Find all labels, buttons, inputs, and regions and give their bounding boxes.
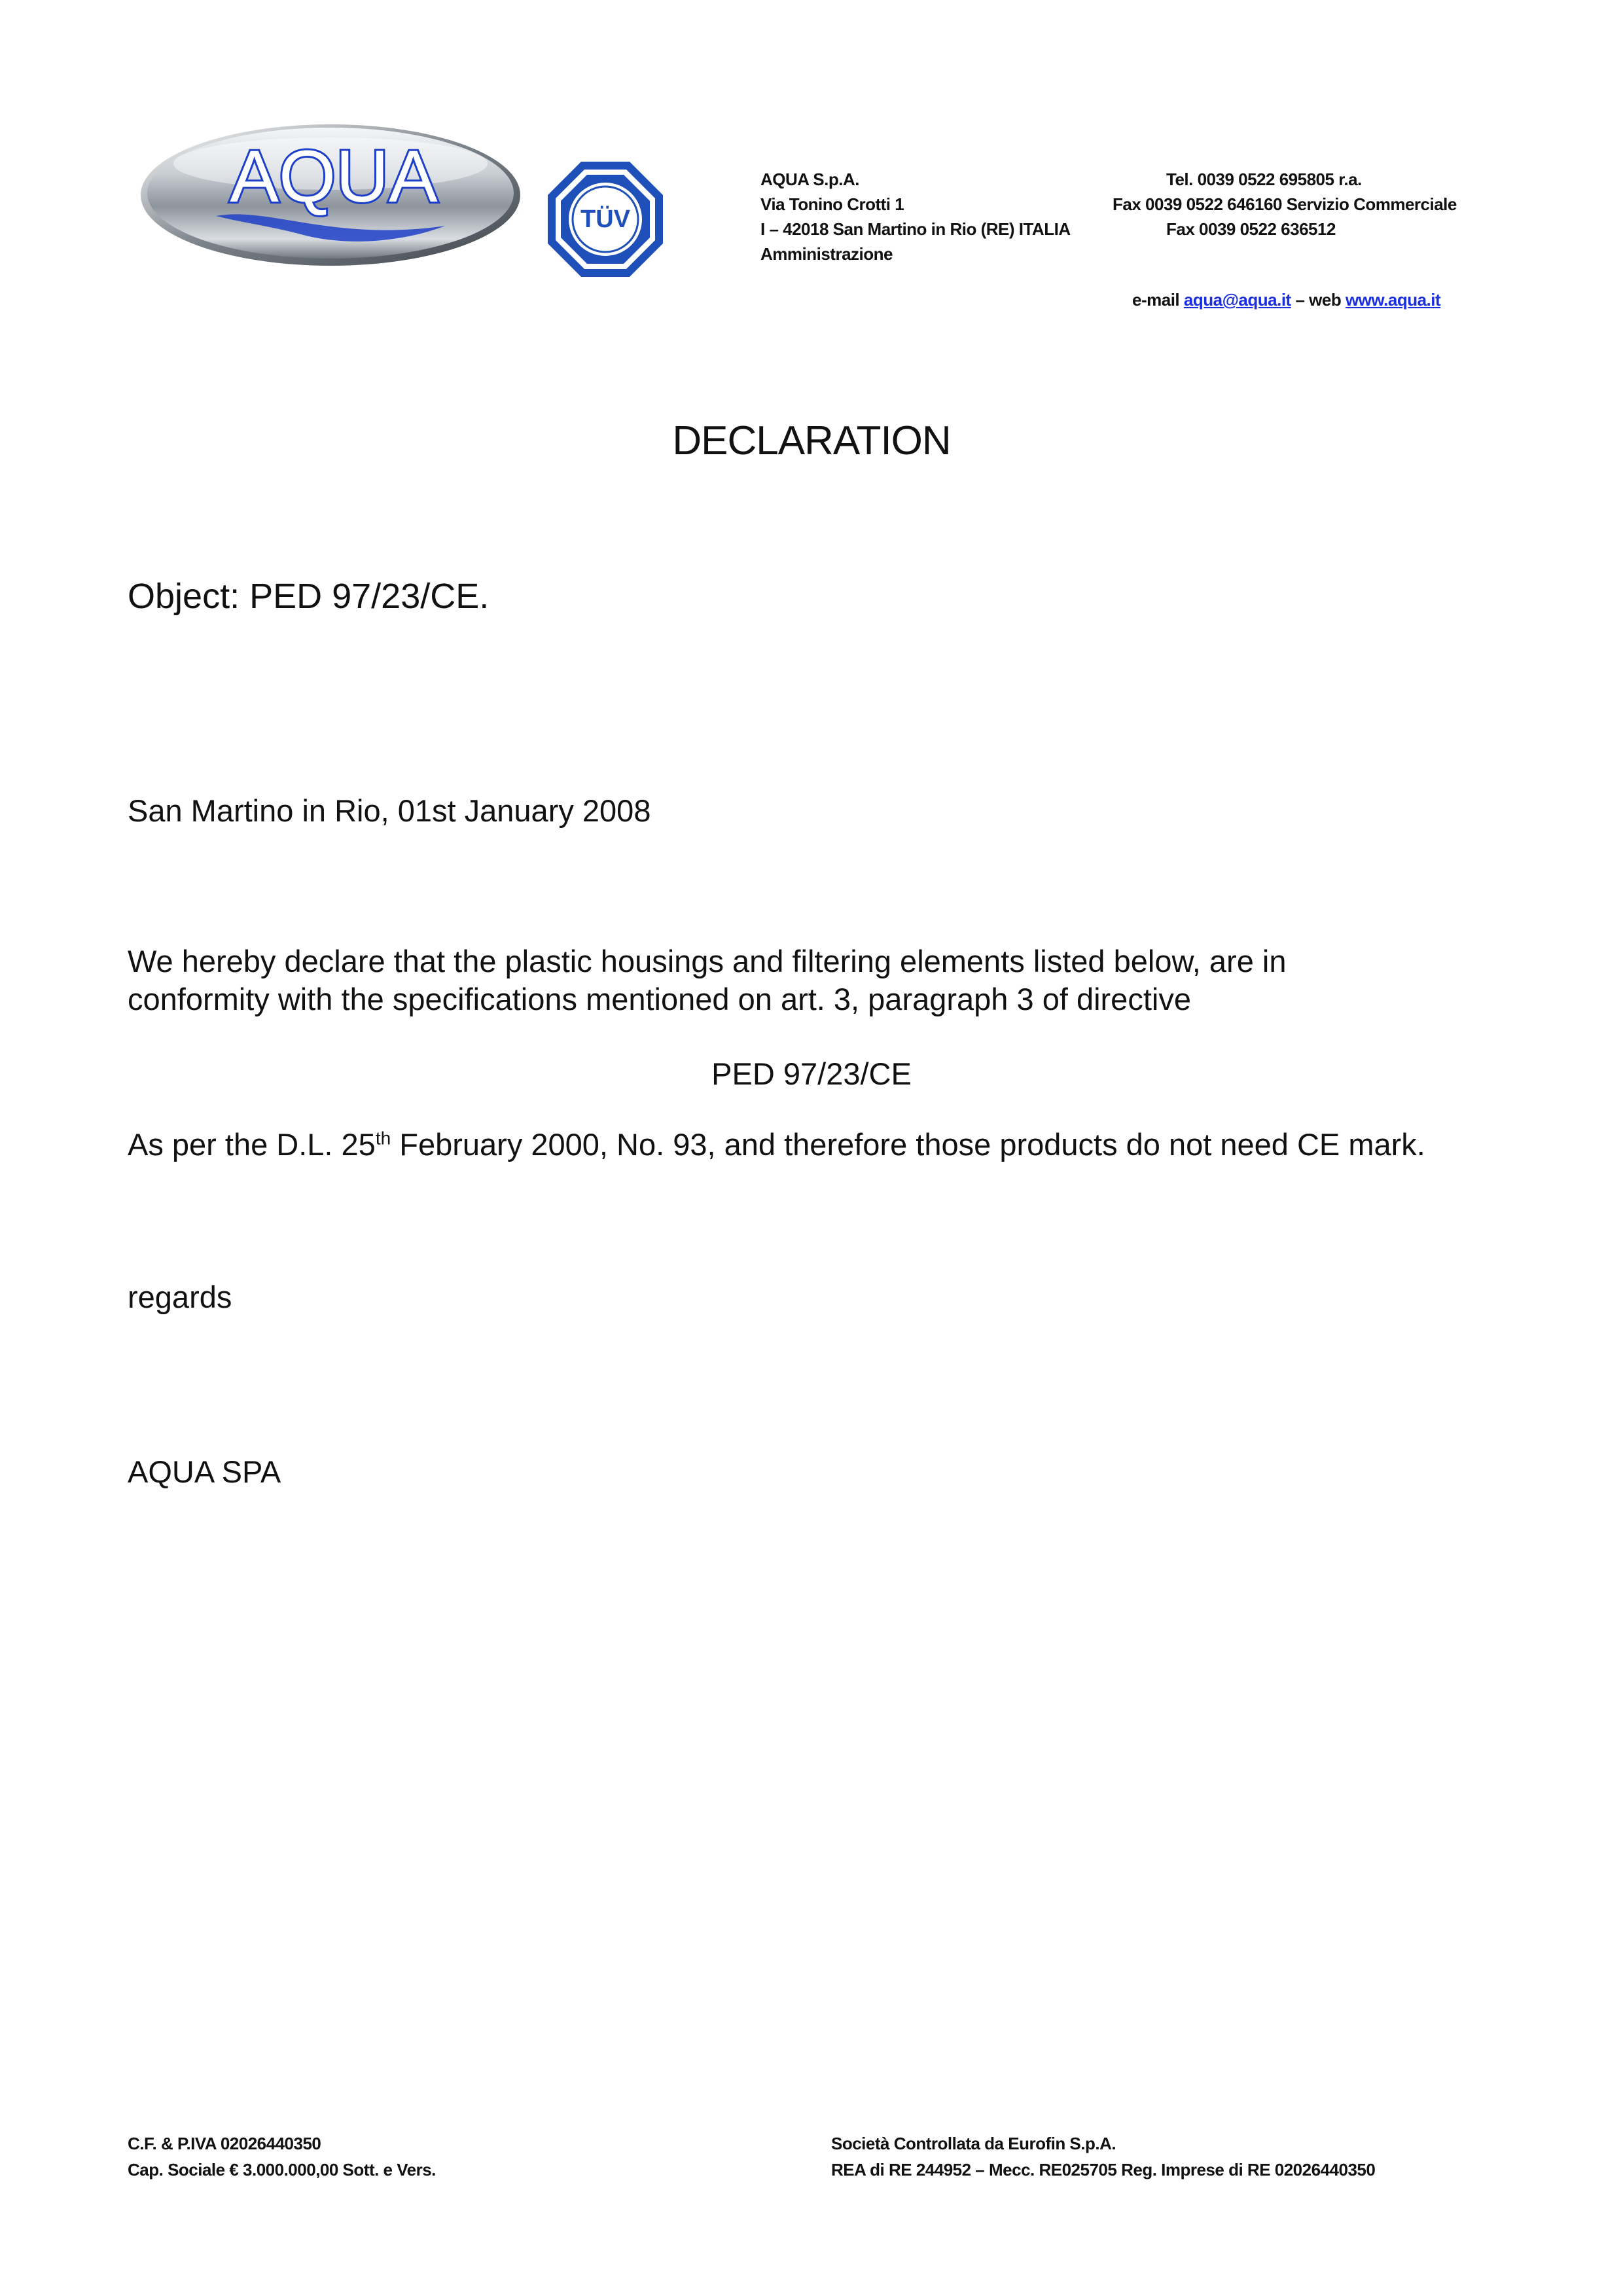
telephone: Tel. 0039 0522 695805 r.a. — [1166, 170, 1362, 189]
department: Amministrazione — [760, 244, 893, 264]
vat-number: C.F. & P.IVA 02026440350 — [128, 2134, 321, 2153]
legal-reference — [128, 1126, 1425, 1164]
city-address: I – 42018 San Martino in Rio (RE) ITALIA — [760, 219, 1071, 239]
declaration-paragraph — [128, 942, 1287, 1018]
website-link[interactable]: www.aqua.it — [1345, 290, 1441, 310]
document-title: DECLARATION — [672, 418, 951, 463]
tuv-certification-badge — [546, 160, 664, 278]
tuv-text: TÜV — [580, 206, 630, 233]
paragraph-line-2: conformity with the specifications mentioned on art. 3, paragraph 3 of directive — [128, 982, 1191, 1016]
logo-text: AQUA — [230, 135, 438, 217]
paragraph-line-1: We hereby declare that the plastic housings and filtering elements listed below, are in — [128, 944, 1287, 978]
directive-reference: PED 97/23/CE — [711, 1056, 912, 1091]
company-contacts — [1113, 167, 1457, 242]
web-contacts — [1132, 290, 1440, 310]
controlling-company: Società Controllata da Eurofin S.p.A. — [831, 2134, 1116, 2153]
company-address — [760, 167, 1071, 266]
closing-regards: regards — [128, 1280, 232, 1314]
legal-reference-start: As per the D.L. 25 — [128, 1127, 376, 1162]
object-line: Object: PED 97/23/CE. — [128, 577, 490, 616]
footer-right — [831, 2130, 1375, 2183]
signature: AQUA SPA — [128, 1454, 281, 1489]
email-link[interactable]: aqua@aqua.it — [1183, 290, 1291, 310]
registry-info: REA di RE 244952 – Mecc. RE025705 Reg. Imprese di RE 02026440350 — [831, 2160, 1376, 2179]
fax-admin: Fax 0039 0522 636512 — [1166, 219, 1336, 239]
aqua-logo — [137, 118, 524, 268]
place-date: San Martino in Rio, 01st January 2008 — [128, 793, 651, 828]
share-capital: Cap. Sociale € 3.000.000,00 Sott. e Vers. — [128, 2160, 436, 2179]
legal-reference-end: February 2000, No. 93, and therefore those products do not need CE mark. — [391, 1127, 1425, 1162]
web-separator: – web — [1295, 290, 1342, 310]
ordinal-suffix: th — [375, 1128, 391, 1149]
footer-left — [128, 2130, 436, 2183]
street-address: Via Tonino Crotti 1 — [760, 194, 904, 214]
email-label: e-mail — [1132, 290, 1180, 310]
company-name: AQUA S.p.A. — [760, 170, 859, 189]
fax-sales: Fax 0039 0522 646160 Servizio Commerciale — [1113, 194, 1457, 214]
